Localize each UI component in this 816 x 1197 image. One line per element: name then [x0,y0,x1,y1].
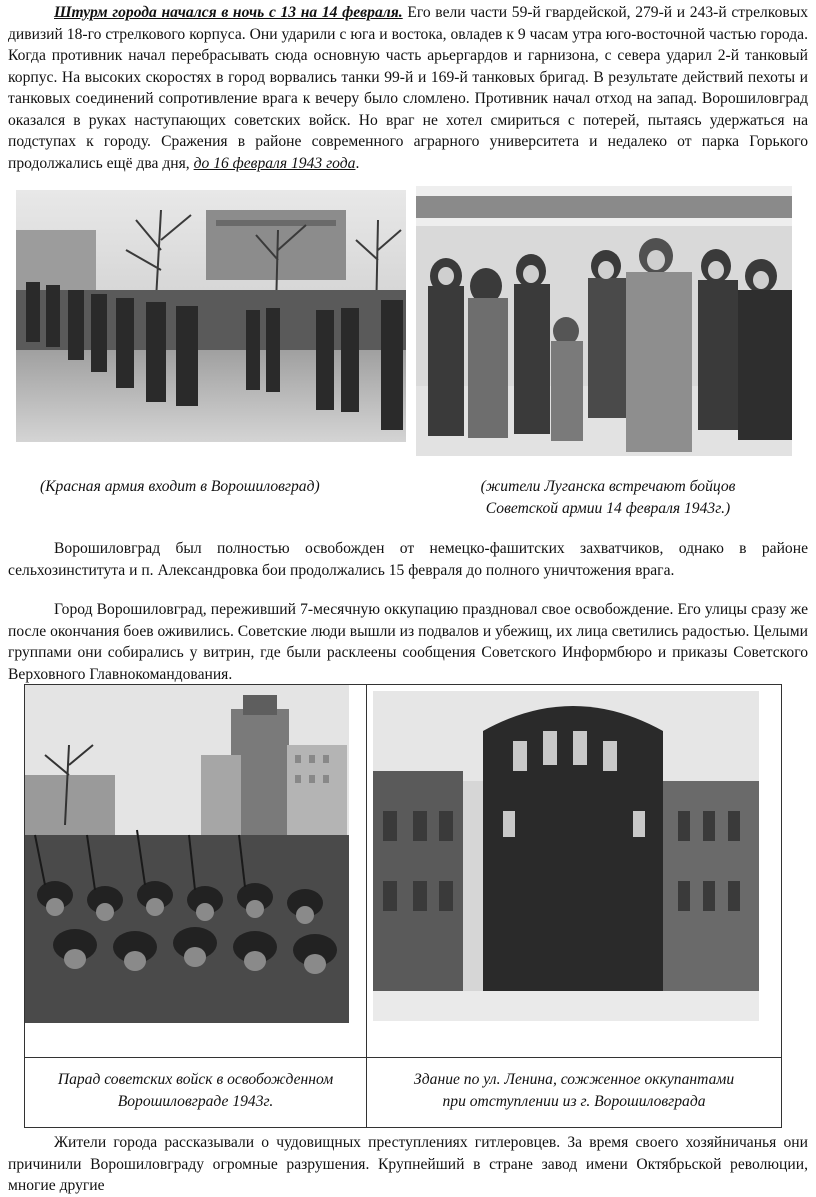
caption-residents-line1: (жители Луганска встречают бойцов [480,478,736,495]
caption-army-entering: (Красная армия входит в Ворошиловград) [40,478,320,495]
caption-parade-line2: Ворошиловграде 1943г. [117,1093,274,1110]
caption-parade [25,1069,366,1113]
intro-paragraph [8,2,808,174]
table-divider-vertical [366,685,367,1127]
photo-residents-greeting [416,186,792,456]
paragraph-celebration: Город Ворошиловград, переживший 7-месячную оккупацию праздновал свое освобождение. Его улицы сразу же после окончания боев оживились. Советские люди вышли из подвалов и убежищ, их лица светились радостью. Целыми группами они собирались у витрин, где были расклеены сообщения Советского Информбюро и приказы Советского Верховного Главнокомандования. [8,601,808,683]
intro-end: . [355,154,360,172]
table-divider-horizontal [25,1057,781,1058]
intro-body: Его вели части 59-й гвардейской, 279-й и 243-й стрелковых дивизий 18-го стрелкового корпуса. Они ударили с юга и востока, овладев к 9 часам утра юго-восточной частью города. Когда противник начал перебрасывать сюда основную часть арьергардов и гарнизона, с севера ударил 2-й танковый корпус. На высоких скоростях в город ворвались танки 99-й и 169-й танковых бригад. В результате действий пехоты и танковых соединений сопротивление врага к вечеру было сломлено. Противник начал отход на запад. Ворошиловград оказался в руках наступающих советских войск. Но враг не хотел смириться с потерей, пытаясь удержаться на подступах к городу. Сражения в районе современного аграрного университета и недалеко от парка Горького продолжались ещё два дня, [8,4,808,172]
intro-lead: Штурм города начался в ночь с 13 на 14 февраля. [54,4,403,21]
caption-residents-greeting [448,476,768,520]
caption-parade-line1: Парад советских войск в освобожденном [57,1071,334,1088]
photo-army-entering [16,190,406,442]
photo-burned-building [373,691,759,1021]
caption-building-line1: Здание по ул. Ленина, сожженное оккупантами [413,1071,735,1088]
paragraph-destruction: Жители города рассказывали о чудовищных преступлениях гитлеровцев. За время своего хозяйничанья они причинили Ворошиловграду огромные разрушения. Крупнейший в стране завод имени Октябрьской революции, многие другие [8,1134,808,1194]
caption-residents-line2: Советской армии 14 февраля 1943г.) [485,500,731,517]
photo-table [24,684,782,1128]
caption-building-line2: при отступлении из г. Ворошиловграда [442,1093,706,1110]
caption-burned-building [367,1069,781,1113]
intro-date-link[interactable]: до 16 февраля 1943 года [193,154,356,172]
photo-parade [25,685,349,1023]
paragraph-liberation: Ворошиловград был полностью освобожден от немецко-фашитских захватчиков, однако в районе сельхозинститута и п. Александровка бои продолжались 15 февраля до полного уничтожения врага. [8,540,808,579]
